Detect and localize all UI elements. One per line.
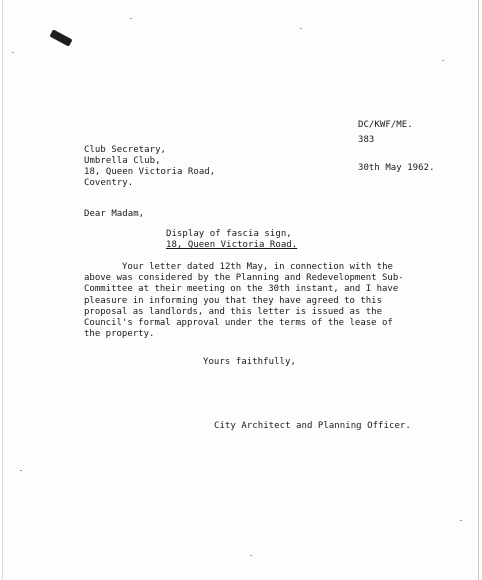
recipient-line: 18, Queen Victoria Road, bbox=[84, 167, 216, 177]
scan-speck bbox=[250, 555, 252, 556]
letter-date: 30th May 1962. bbox=[358, 163, 435, 173]
scan-speck bbox=[20, 470, 22, 471]
salutation: Dear Madam, bbox=[84, 209, 145, 219]
body-line: proposal as landlords, and this letter is issued as the bbox=[84, 306, 383, 317]
reference-number: 383 bbox=[358, 135, 375, 145]
scan-speck bbox=[460, 520, 462, 521]
recipient-line: Coventry. bbox=[84, 178, 134, 188]
scan-speck bbox=[12, 52, 14, 53]
recipient-line: Umbrella Club, bbox=[84, 156, 161, 166]
body-line: Your letter dated 12th May, in connection with the bbox=[122, 262, 393, 272]
scan-edge-right bbox=[478, 0, 479, 580]
body-line: Council's formal approval under the terms of the lease of bbox=[84, 318, 393, 329]
letter-body bbox=[84, 262, 414, 340]
ink-blot-mark bbox=[49, 29, 72, 46]
scan-speck bbox=[130, 18, 132, 19]
scan-speck bbox=[442, 60, 444, 61]
subject-address: 18, Queen Victoria Road. bbox=[166, 240, 298, 250]
reference-code: DC/KWF/ME. bbox=[358, 120, 413, 130]
scan-edge-left bbox=[2, 0, 3, 580]
body-line: pleasure in informing you that they have agreed to this bbox=[84, 295, 383, 306]
body-line: Committee at their meeting on the 30th instant, and I have bbox=[84, 284, 399, 295]
scan-speck bbox=[300, 28, 302, 29]
signatory-title: City Architect and Planning Officer. bbox=[214, 421, 411, 431]
body-line: the property. bbox=[84, 329, 155, 340]
body-line: above was considered by the Planning and Redevelopment Sub- bbox=[84, 273, 404, 284]
subject-line: Display of fascia sign, bbox=[166, 229, 292, 239]
complimentary-close: Yours faithfully, bbox=[203, 357, 296, 367]
recipient-line: Club Secretary, bbox=[84, 145, 167, 155]
